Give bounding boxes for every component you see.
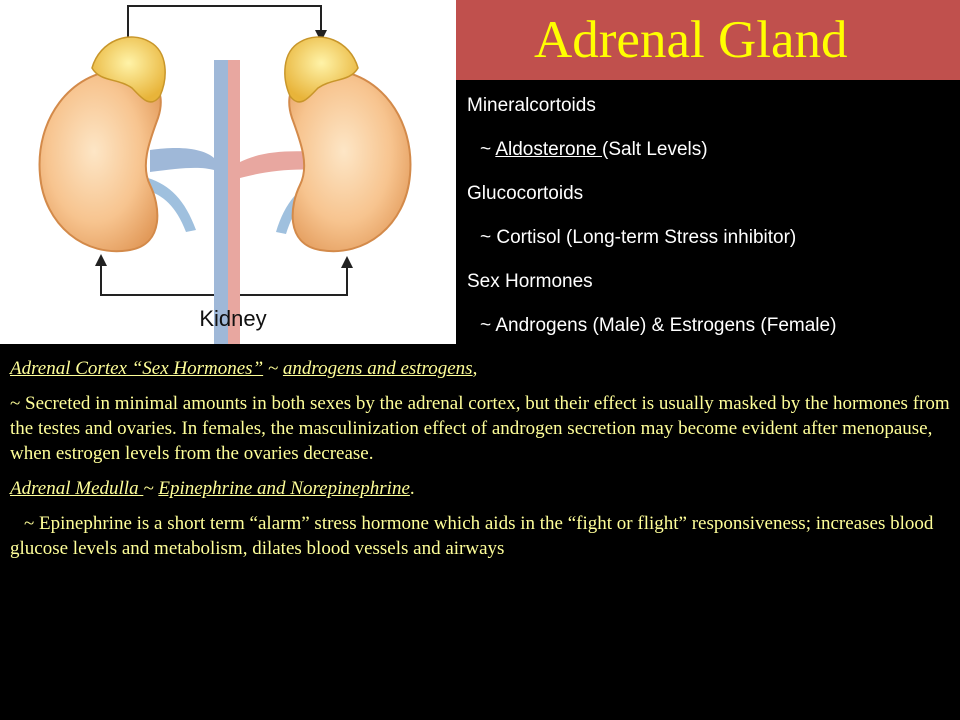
androgens-line: ~ Androgens (Male) & Estrogens (Female) [480,315,837,336]
medulla-heading-line [10,476,952,501]
aldosterone-detail: (Salt Levels) [602,139,708,160]
cortex-separator: ~ [263,358,283,379]
glucocorticoids-label: Glucocortoids [467,183,584,204]
cortex-heading-link[interactable]: Adrenal Cortex “Sex Hormones” [10,358,264,379]
kidney-figure [0,0,456,344]
aldosterone-line [480,138,708,162]
mineralocorticoids-label: Mineralcortoids [467,95,596,116]
cortex-description: ~ Secreted in minimal amounts in both sexes by the adrenal cortex, but their effect is usually masked by the hormones from the testes and ovaries. In females, the masculinization effect of androgen secretion may become evident after menopause, when estrogen levels from the ovaries decrease. [10,393,950,464]
aldosterone-link[interactable]: Aldosterone [495,139,603,160]
medulla-end: . [409,478,415,499]
cortex-term-link[interactable]: androgens and estrogens [282,358,473,379]
figure-label: Kidney [199,306,267,331]
sex-hormones-label: Sex Hormones [467,271,593,292]
slide-title: Adrenal Gland [534,11,848,69]
cortisol-line: ~ Cortisol (Long-term Stress inhibitor) [480,227,797,248]
medulla-heading-link[interactable]: Adrenal Medulla [10,478,144,499]
hormone-list [456,80,960,344]
aldosterone-prefix: ~ [480,139,496,160]
cortex-heading-line [10,356,952,381]
medulla-term-link[interactable]: Epinephrine and Norepinephrine [158,478,410,499]
cortex-end: , [472,358,478,379]
title-bar [456,0,960,80]
medulla-separator: ~ [143,478,159,499]
body-text [10,356,952,561]
medulla-description: ~ Epinephrine is a short term “alarm” stress hormone which aids in the “fight or flight” responsiveness; increases blood glucose levels and metabolism, dilates blood vessels and airways [10,513,934,559]
